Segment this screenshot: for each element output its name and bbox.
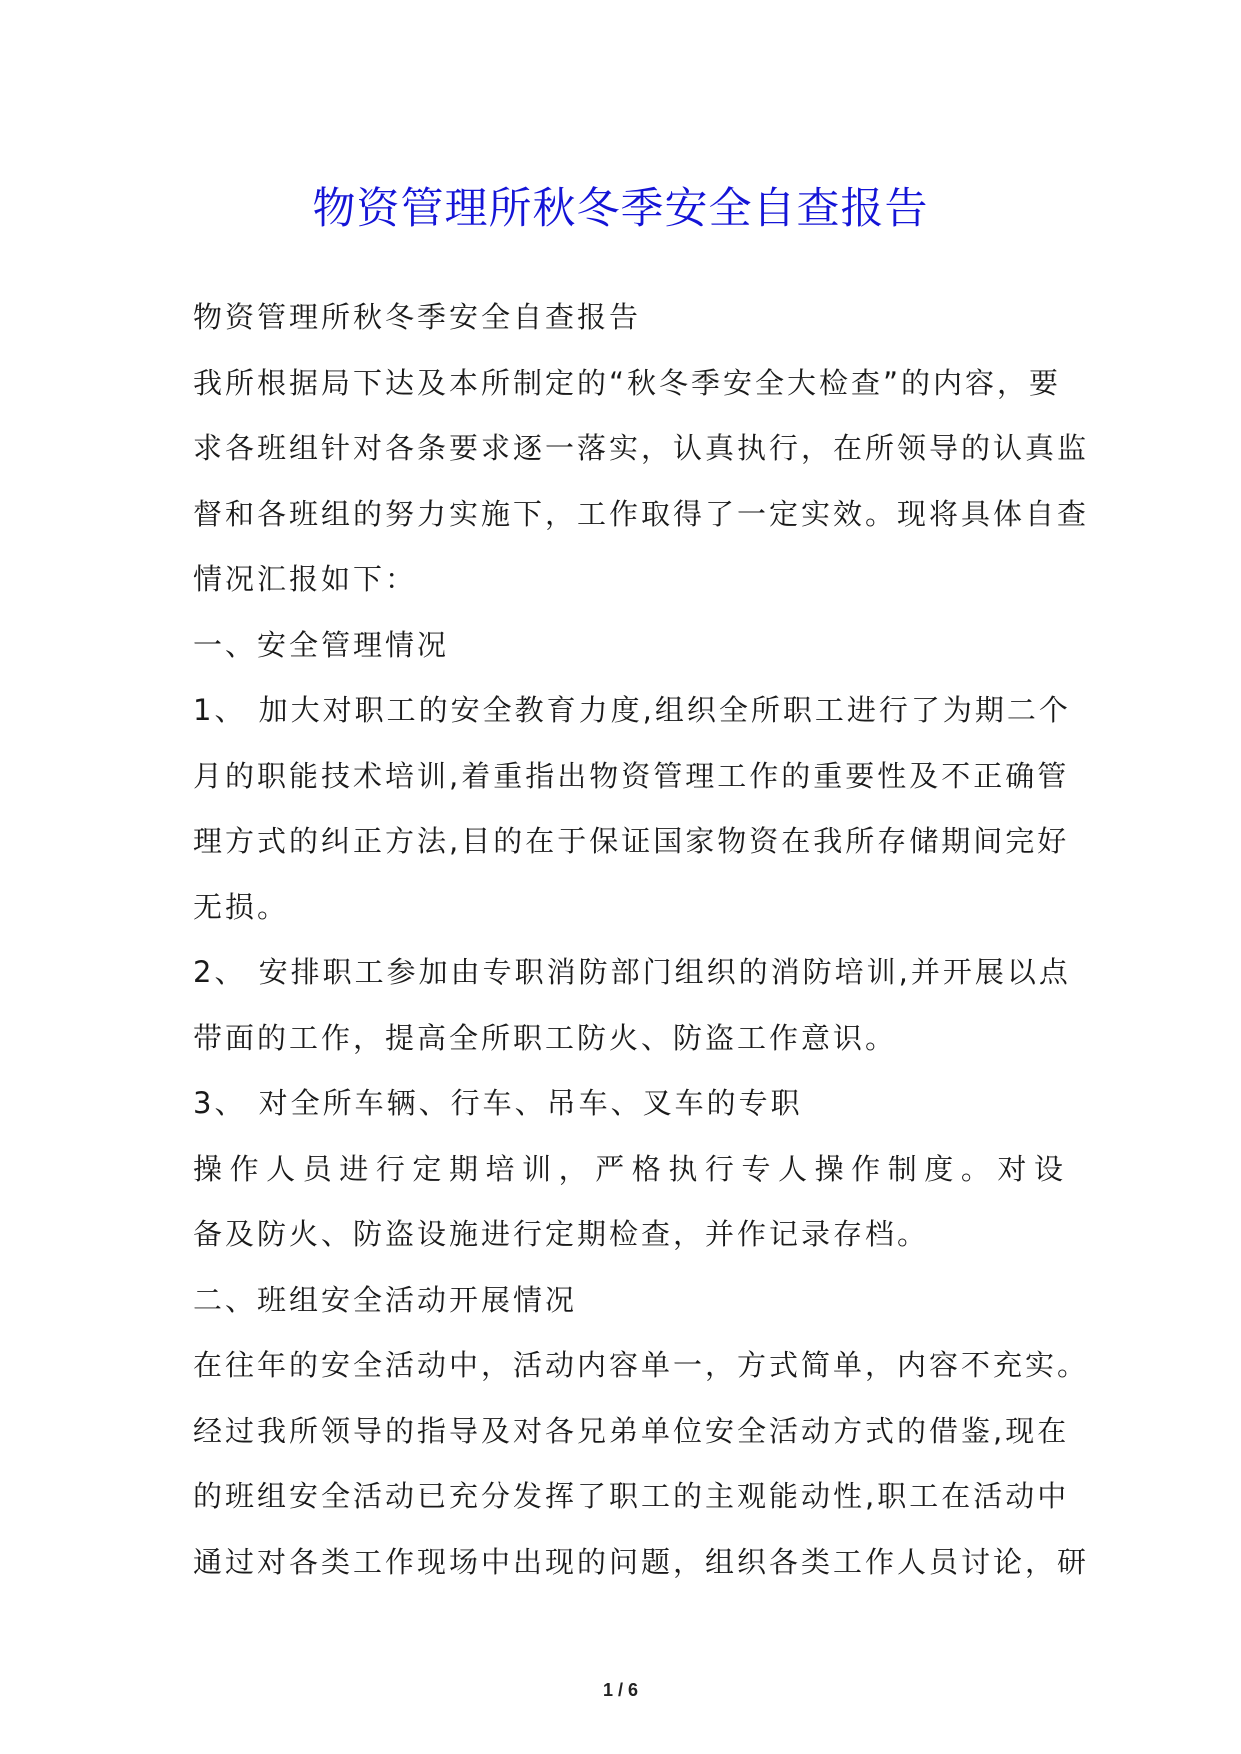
paragraph-line: 操作人员进行定期培训，严格执行专人操作制度。对设 <box>193 1151 1063 1186</box>
document-title: 物资管理所秋冬季安全自查报告 <box>312 183 929 234</box>
section-heading: 一、安全管理情况 <box>193 627 450 662</box>
paragraph-line: 物资管理所秋冬季安全自查报告 <box>193 300 642 334</box>
paragraph-line: 在往年的安全活动中，活动内容单一，方式简单，内容不充实。 <box>193 1348 1090 1382</box>
paragraph-line: 通过对各类工作现场中出现的问题，组织各类工作人员讨论，研 <box>193 1544 1090 1579</box>
paragraph-line: 2、 安排职工参加由专职消防部门组织的消防培训,并开展以点 <box>193 955 1071 989</box>
paragraph-line: 无损。 <box>193 889 290 924</box>
paragraph-line: 求各班组针对各条要求逐一落实，认真执行，在所领导的认真监 <box>193 431 1090 465</box>
page-number: 1 / 6 <box>602 1680 639 1700</box>
paragraph-line: 情况汇报如下： <box>193 562 418 596</box>
paragraph-line: 月的职能技术培训,着重指出物资管理工作的重要性及不正确管 <box>193 758 1070 793</box>
paragraph-line: 理方式的纠正方法,目的在于保证国家物资在我所存储期间完好 <box>193 824 1070 858</box>
paragraph-line: 我所根据局下达及本所制定的“秋冬季安全大检查”的内容，要 <box>193 365 1062 400</box>
paragraph-line: 1、 加大对职工的安全教育力度,组织全所职工进行了为期二个 <box>193 693 1071 727</box>
section-heading: 二、班组安全活动开展情况 <box>193 1282 578 1317</box>
paragraph-line: 经过我所领导的指导及对各兄弟单位安全活动方式的借鉴,现在 <box>193 1413 1070 1448</box>
paragraph-line: 的班组安全活动已充分发挥了职工的主观能动性,职工在活动中 <box>193 1479 1070 1513</box>
document-body <box>193 285 1090 1595</box>
paragraph-line: 督和各班组的努力实施下，工作取得了一定实效。现将具体自查 <box>193 496 1090 531</box>
paragraph-line: 3、 对全所车辆、行车、吊车、叉车的专职 <box>193 1086 803 1120</box>
paragraph-line: 带面的工作，提高全所职工防火、防盗工作意识。 <box>193 1020 898 1055</box>
paragraph-line: 备及防火、防盗设施进行定期检查，并作记录存档。 <box>193 1217 930 1251</box>
